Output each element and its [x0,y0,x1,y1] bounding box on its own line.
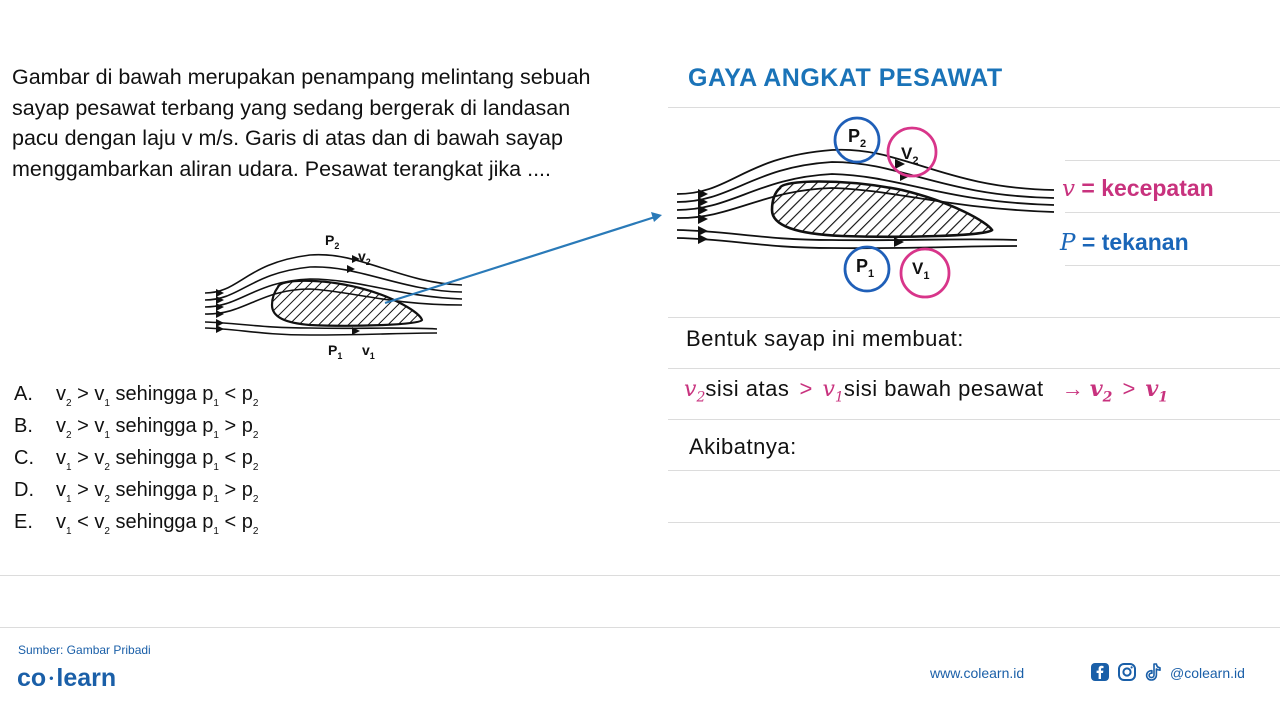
instagram-icon[interactable] [1117,662,1137,682]
divider-footer [0,627,1280,628]
website-link[interactable]: www.colearn.id [930,665,1025,681]
label-v2: $V_2$ [901,144,919,167]
question-line-1: Gambar di bawah merupakan penampang melintang sebuah [12,65,591,89]
legend-velocity: v = kecepatan [1062,175,1214,202]
divider-options [0,575,1280,576]
label-v2: $v_2$ [358,248,371,267]
divider-legend-2 [1065,212,1280,213]
question-line-4: menggambarkan aliran udara. Pesawat terangkat jika .... [12,156,551,181]
divider-sol-1 [668,317,1280,318]
colearn-logo: co • learn [17,664,117,692]
divider-sol-3 [668,419,1280,420]
label-v1: $v_1$ [362,342,375,361]
solution-title: GAYA ANGKAT PESAWAT [688,64,1003,92]
social-handle[interactable]: @colearn.id [1170,665,1245,681]
divider-sol-2 [668,368,1280,369]
question-line-3: pacu dengan laju v m/s. Garis di atas dan di bawah sayap [12,126,563,150]
question-text [12,62,654,184]
divider-legend-1 [1065,160,1280,161]
label-v1: $V_1$ [912,259,930,282]
source-caption: Sumber: Gambar Pribadi [18,643,151,657]
legend-pressure: P = tekanan [1060,229,1189,256]
label-p1: $P_1$ [856,256,875,280]
shape-statement: Bentuk sayap ini membuat: [686,326,964,351]
label-p2: $P_2$ [848,126,867,150]
velocity-comparison: $v_2sisi$ atas > $v_1sisi$ bawah pesawat → $v_2 > v_1$ [684,376,1169,406]
consequence-label: Akibatnya: [689,434,797,459]
label-p1: $P_1$ [328,342,343,361]
divider-title [668,107,1280,108]
divider-legend-3 [1065,265,1280,266]
facebook-icon[interactable] [1090,662,1110,682]
airfoil-figure-right [672,112,1062,302]
divider-sol-5 [668,522,1280,523]
label-p2: $P_2$ [325,232,340,251]
question-line-2: sayap pesawat terbang yang sedang bergerak di landasan [12,95,571,120]
tiktok-icon[interactable] [1143,662,1163,682]
divider-sol-4 [668,470,1280,471]
airfoil-figure-left [200,225,470,375]
